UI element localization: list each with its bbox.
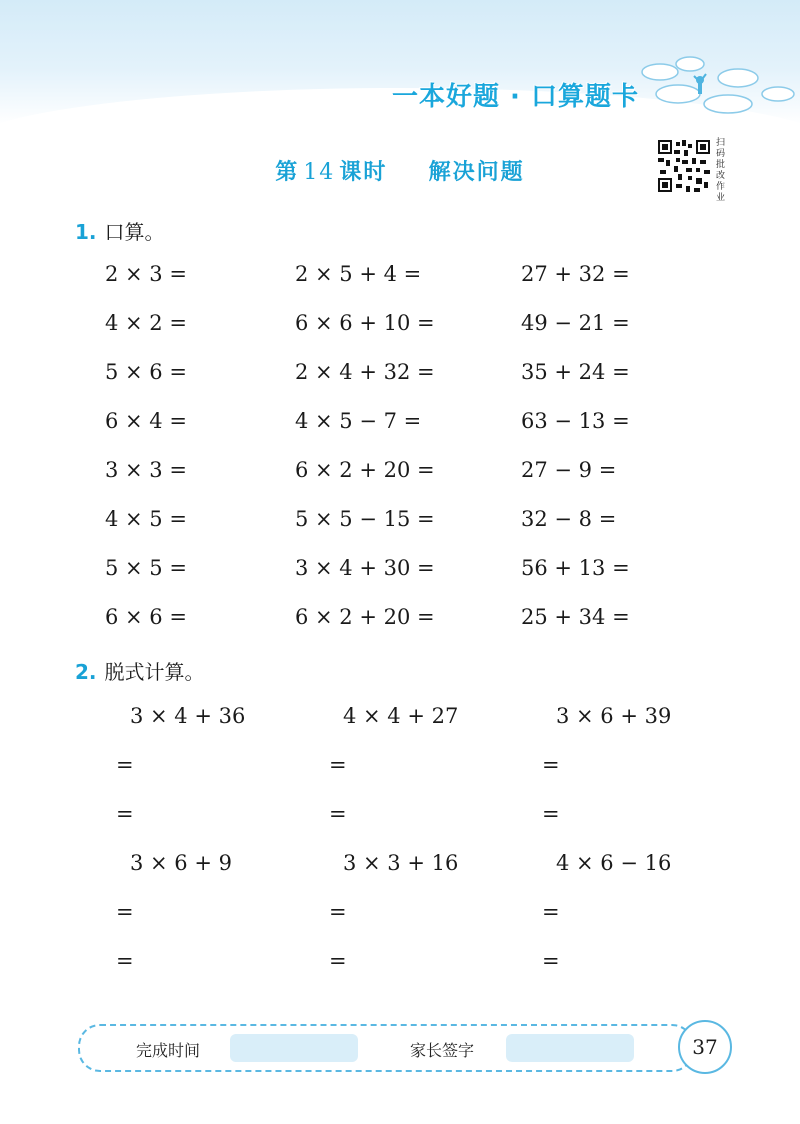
answer-line[interactable]: =	[329, 949, 347, 973]
cloud-decoration-icon	[638, 50, 798, 120]
section-2-heading	[75, 656, 205, 685]
answer-line[interactable]: =	[329, 802, 347, 826]
qr-code-icon[interactable]	[658, 140, 710, 192]
oral-item: 27 − 9 =	[521, 458, 617, 482]
oral-item: 49 − 21 =	[521, 311, 630, 335]
answer-line[interactable]: =	[116, 900, 134, 924]
oral-item: 5 × 6 =	[105, 360, 187, 384]
oral-item: 35 + 24 =	[521, 360, 630, 384]
completion-time-label: 完成时间	[136, 1041, 201, 1060]
section-1-heading	[75, 216, 165, 245]
answer-line[interactable]: =	[116, 753, 134, 777]
oral-item: 4 × 5 =	[105, 507, 187, 531]
qr-caption: 扫 码 批 改 作 业	[716, 138, 726, 203]
lesson-suffix: 课时	[339, 160, 388, 185]
footer-bar	[78, 1024, 694, 1072]
oral-item: 6 × 6 =	[105, 605, 187, 629]
brand-title: 一本好题 · 口算题卡	[392, 82, 639, 112]
section-2-label: 脱式计算。	[104, 660, 205, 684]
lesson-topic: 解决问题	[428, 160, 525, 185]
lesson-prefix: 第	[275, 160, 300, 185]
section-1-number: 1.	[75, 220, 97, 244]
oral-item: 5 × 5 − 15 =	[295, 507, 435, 531]
stepwise-group-2	[110, 851, 749, 998]
answer-line[interactable]: =	[329, 753, 347, 777]
oral-item: 56 + 13 =	[521, 556, 630, 580]
answer-line[interactable]: =	[542, 753, 560, 777]
oral-item: 27 + 32 =	[521, 262, 630, 286]
section-1-label: 口算。	[104, 220, 165, 244]
answer-line[interactable]: =	[542, 949, 560, 973]
parent-signature-field[interactable]	[506, 1034, 634, 1062]
oral-item: 2 × 4 + 32 =	[295, 360, 435, 384]
oral-item: 6 × 4 =	[105, 409, 187, 433]
stepwise-expression: 3 × 6 + 39	[556, 704, 672, 728]
oral-calculation-grid	[105, 262, 721, 654]
oral-item: 6 × 2 + 20 =	[295, 605, 435, 629]
stepwise-group-1	[110, 704, 749, 851]
lesson-number: 14	[303, 160, 336, 185]
oral-item: 4 × 2 =	[105, 311, 187, 335]
oral-item: 2 × 3 =	[105, 262, 187, 286]
stepwise-expression: 3 × 6 + 9	[130, 851, 232, 875]
oral-item: 63 − 13 =	[521, 409, 630, 433]
section-2-number: 2.	[75, 660, 97, 684]
completion-time-field[interactable]	[230, 1034, 358, 1062]
oral-item: 3 × 3 =	[105, 458, 187, 482]
oral-item: 6 × 6 + 10 =	[295, 311, 435, 335]
stepwise-expression: 4 × 4 + 27	[343, 704, 459, 728]
oral-item: 32 − 8 =	[521, 507, 617, 531]
oral-item: 6 × 2 + 20 =	[295, 458, 435, 482]
oral-item: 3 × 4 + 30 =	[295, 556, 435, 580]
answer-line[interactable]: =	[542, 802, 560, 826]
oral-item: 5 × 5 =	[105, 556, 187, 580]
answer-line[interactable]: =	[329, 900, 347, 924]
answer-line[interactable]: =	[116, 949, 134, 973]
oral-item: 4 × 5 − 7 =	[295, 409, 422, 433]
answer-line[interactable]: =	[116, 802, 134, 826]
stepwise-expression: 4 × 6 − 16	[556, 851, 672, 875]
parent-signature-label: 家长签字	[410, 1041, 475, 1060]
oral-item: 2 × 5 + 4 =	[295, 262, 422, 286]
stepwise-expression: 3 × 4 + 36	[130, 704, 246, 728]
answer-line[interactable]: =	[542, 900, 560, 924]
page-number: 37	[678, 1020, 732, 1074]
stepwise-expression: 3 × 3 + 16	[343, 851, 459, 875]
oral-item: 25 + 34 =	[521, 605, 630, 629]
